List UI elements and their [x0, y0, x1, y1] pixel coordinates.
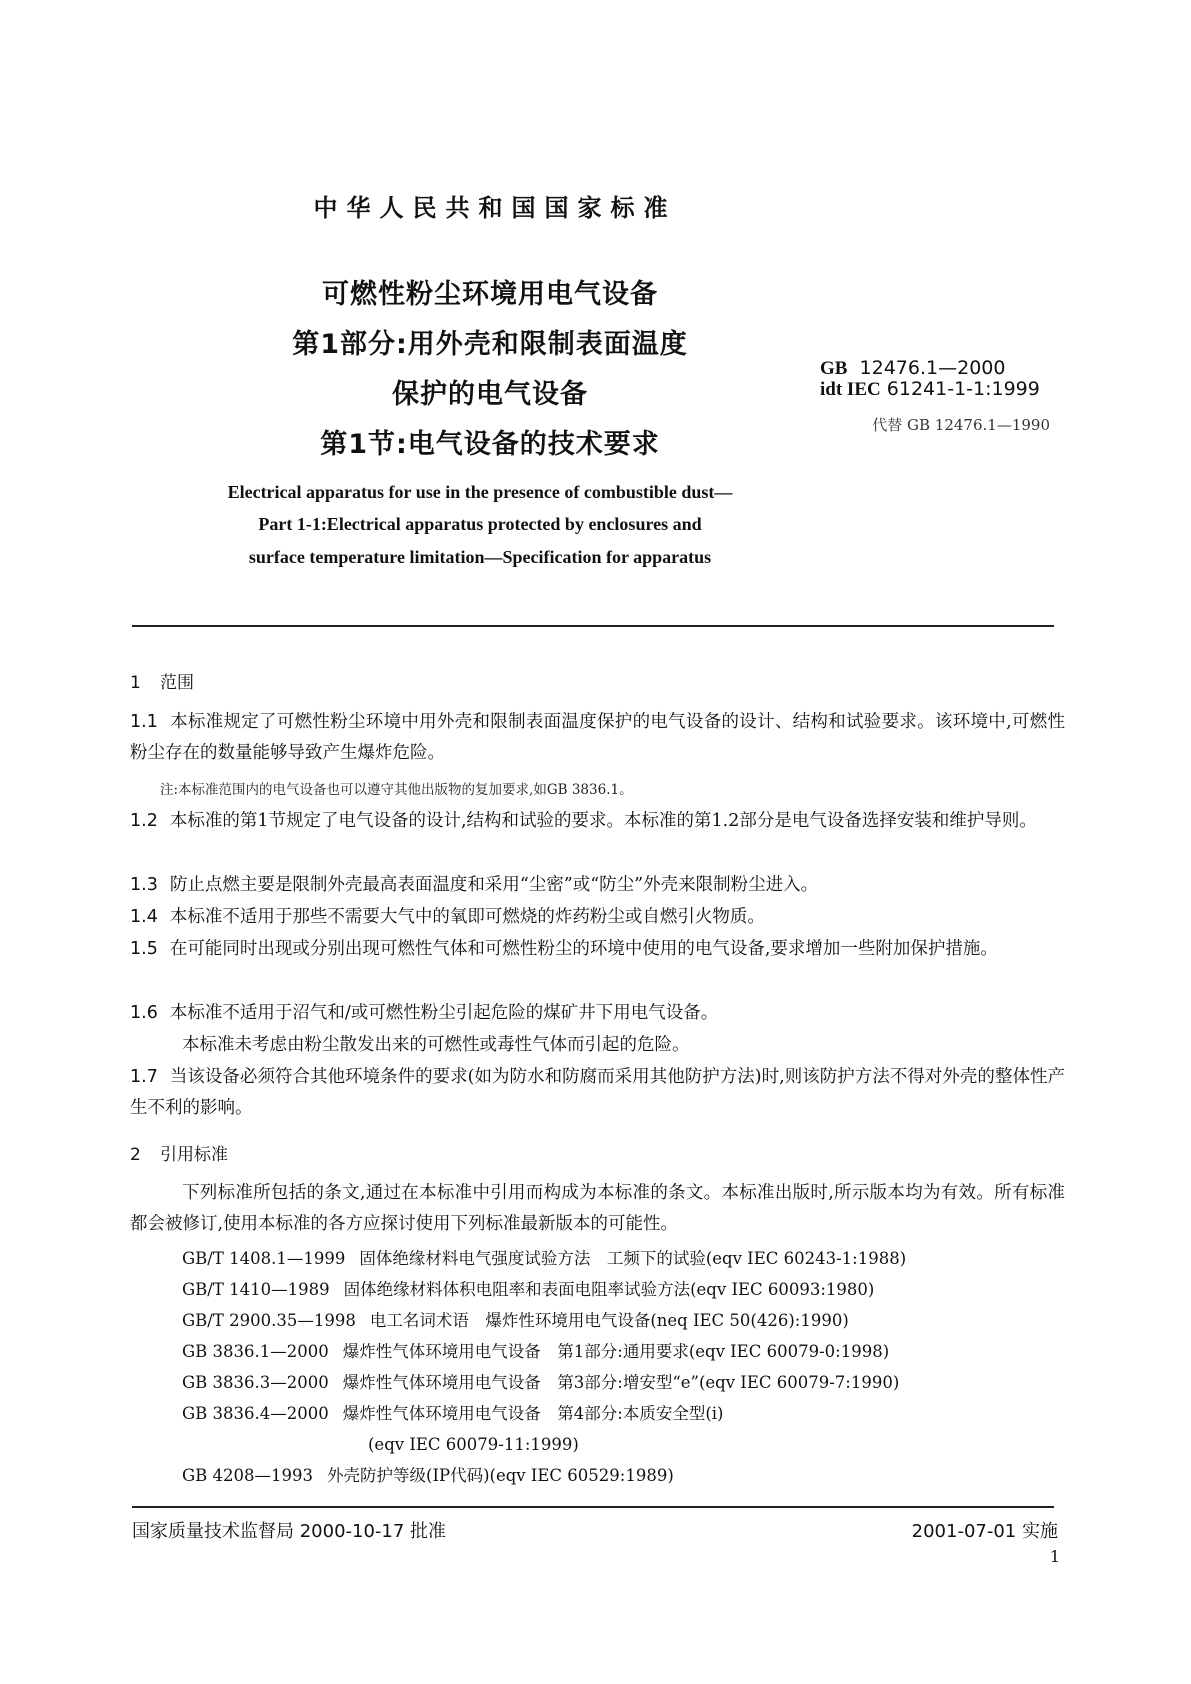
reference-code: GB/T 1410—1989: [182, 1280, 330, 1299]
reference-code: GB/T 1408.1—1999: [182, 1249, 346, 1268]
reference-item: [182, 1274, 1062, 1305]
reference-item: [182, 1336, 1062, 1367]
reference-title: 固体绝缘材料体积电阻率和表面电阻率试验方法(eqv IEC 60093:1980): [343, 1280, 875, 1299]
reference-item-continuation: (eqv IEC 60079-11:1999): [368, 1435, 579, 1454]
section-2-intro: 下列标准所包括的条文,通过在本标准中引用而构成为本标准的条文。本标准出版时,所示版本均为有效。所有标准都会被修订,使用本标准的各方应探讨使用下列标准最新版本的可能性。: [130, 1183, 1065, 1234]
clause-text: 本标准不适用于那些不需要大气中的氧即可燃烧的炸药粉尘或自燃引火物质。: [169, 907, 765, 927]
clause-number: 1.6: [130, 1003, 158, 1023]
clause-text: 本标准不适用于沼气和/或可燃性粉尘引起危险的煤矿井下用电气设备。: [169, 1003, 719, 1023]
effective-date: 2001-07-01 实施: [911, 1521, 1058, 1542]
reference-list: [182, 1243, 1062, 1491]
clause-number: 1.5: [130, 939, 158, 959]
clause-1-6: [130, 998, 1065, 1029]
code-label: GB: [820, 358, 848, 379]
clause-text: 防止点燃主要是限制外壳最高表面温度和采用“尘密”或“防尘”外壳来限制粉尘进入。: [169, 875, 819, 895]
clause-text: 在可能同时出现或分别出现可燃性气体和可燃性粉尘的环境中使用的电气设备,要求增加一些附加保护措施。: [169, 939, 998, 959]
title-en-line-3: surface temperature limitation—Specification for apparatus: [248, 547, 712, 567]
title-cn-line-1: 可燃性粉尘环境用电气设备: [322, 279, 658, 310]
reference-title: 爆炸性气体环境用电气设备 第1部分:通用要求(eqv IEC 60079-0:1998): [342, 1342, 890, 1361]
page-number: 1: [1049, 1547, 1060, 1566]
reference-title: 爆炸性气体环境用电气设备 第4部分:本质安全型(i): [342, 1404, 724, 1423]
note-1-1: 注:本标准范围内的电气设备也可以遵守其他出版物的复加要求,如GB 3836.1。: [160, 782, 633, 798]
section-number: 1: [130, 673, 141, 693]
title-cn-line-3: 保护的电气设备: [392, 379, 588, 410]
reference-item: [182, 1398, 1062, 1429]
section-1-heading: [130, 668, 194, 693]
reference-title: 电工名词术语 爆炸性环境用电气设备(neq IEC 50(426):1990): [369, 1311, 849, 1330]
clause-1-5: [130, 934, 1065, 965]
clause-number: 1.3: [130, 875, 158, 895]
reference-code: GB 3836.1—2000: [182, 1342, 329, 1361]
clause-number: 1.7: [130, 1067, 158, 1087]
approval-line: 国家质量技术监督局 2000-10-17 批准: [132, 1521, 447, 1542]
title-en-line-2: Part 1-1:Electrical apparatus protected by enclosures and: [258, 514, 702, 534]
section-number: 2: [130, 1145, 141, 1165]
clause-number: 1.1: [130, 712, 158, 732]
clause-1-6-paragraph-2: 本标准未考虑由粉尘散发出来的可燃性或毒性气体而引起的危险。: [182, 1035, 690, 1055]
footer-divider: [132, 1506, 1054, 1508]
clause-1-1: [130, 707, 1065, 769]
reference-item: [182, 1305, 1062, 1336]
clause-text: 当该设备必须符合其他环境条件的要求(如为防水和防腐而采用其他防护方法)时,则该防护方法不得对外壳的整体性产生不利的影响。: [130, 1067, 1065, 1118]
section-title: 引用标准: [160, 1145, 228, 1165]
clause-number: 1.4: [130, 907, 158, 927]
reference-title: 外壳防护等级(IP代码)(eqv IEC 60529:1989): [327, 1466, 674, 1485]
reference-item: [182, 1243, 1062, 1274]
clause-text: 本标准规定了可燃性粉尘环境中用外壳和限制表面温度保护的电气设备的设计、结构和试验要求。该环境中,可燃性粉尘存在的数量能够导致产生爆炸危险。: [130, 712, 1065, 763]
clause-1-3: [130, 870, 1065, 901]
header-divider: [132, 625, 1054, 627]
national-standard-label: 中华人民共和国国家标准: [313, 194, 677, 222]
clause-number: 1.2: [130, 811, 158, 831]
title-cn-line-2: 第1部分:用外壳和限制表面温度: [292, 329, 688, 360]
reference-code: GB 4208—1993: [182, 1466, 314, 1485]
title-cn-line-4: 第1节:电气设备的技术要求: [320, 429, 660, 460]
standard-code: 12476.1—2000: [859, 357, 1006, 379]
idt-label: idt IEC: [820, 379, 881, 400]
replaces-note: 代替 GB 12476.1—1990: [872, 416, 1050, 434]
reference-title: 爆炸性气体环境用电气设备 第3部分:增安型“e”(eqv IEC 60079-7:1990): [342, 1373, 900, 1392]
section-title: 范围: [160, 673, 194, 693]
reference-code: GB 3836.4—2000: [182, 1404, 329, 1423]
title-en-line-1: Electrical apparatus for use in the presence of combustible dust—: [227, 482, 733, 502]
standard-code-block: [820, 358, 1050, 400]
clause-1-7: [130, 1062, 1065, 1124]
section-2-heading: [130, 1140, 228, 1165]
idt-code: 61241-1-1:1999: [886, 378, 1040, 400]
clause-text: 本标准的第1节规定了电气设备的设计,结构和试验的要求。本标准的第1.2部分是电气设备选择安装和维护导则。: [169, 811, 1037, 831]
reference-title: 固体绝缘材料电气强度试验方法 工频下的试验(eqv IEC 60243-1:1988): [359, 1249, 907, 1268]
reference-item: [182, 1367, 1062, 1398]
reference-code: GB/T 2900.35—1998: [182, 1311, 356, 1330]
reference-code: GB 3836.3—2000: [182, 1373, 329, 1392]
clause-1-2: [130, 806, 1065, 837]
clause-1-4: [130, 902, 1065, 933]
reference-item: [182, 1460, 1062, 1491]
